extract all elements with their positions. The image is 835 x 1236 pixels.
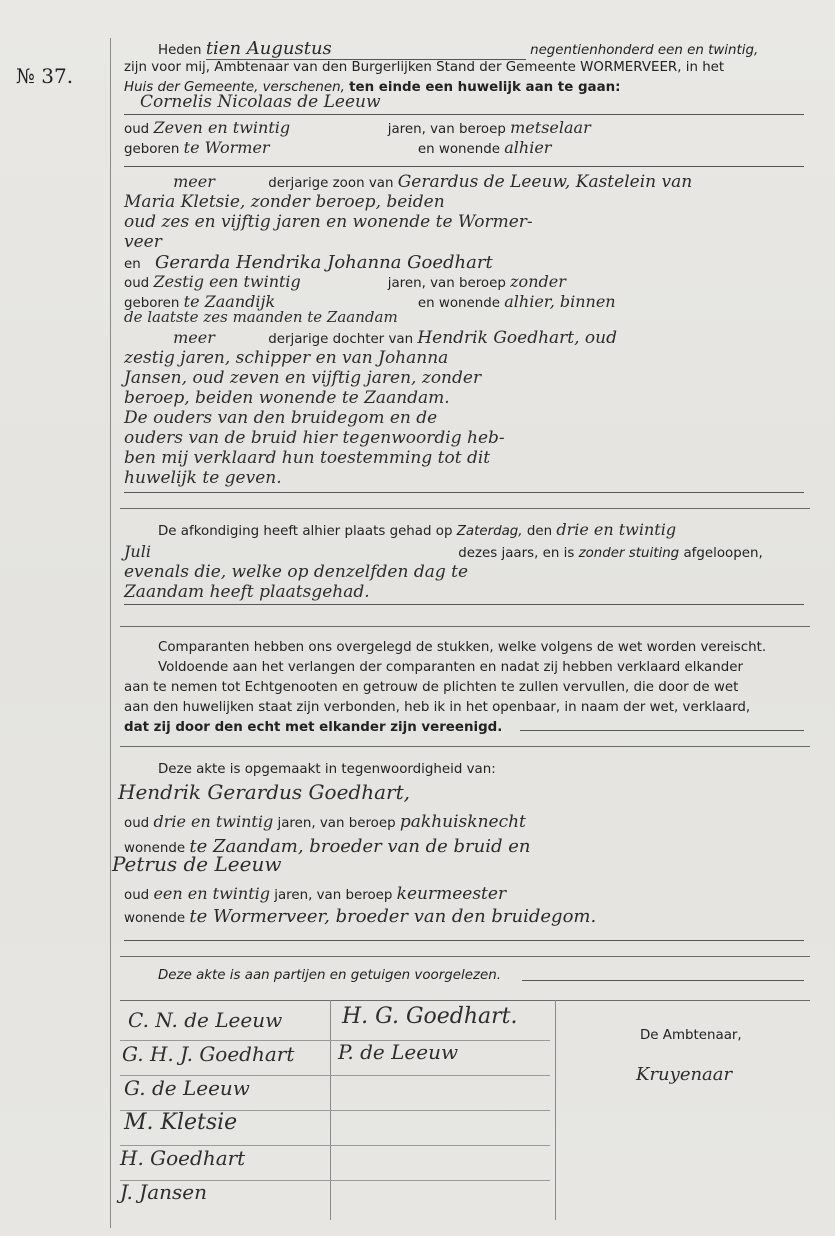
- signature-column-divider: [555, 1000, 556, 1220]
- left-margin-rule: [110, 38, 111, 1228]
- witness1-age-line: [124, 812, 526, 832]
- oud-label: oud: [124, 122, 150, 137]
- signature-witness-1: H. G. Goedhart.: [342, 1004, 518, 1029]
- day-label: Zaterdag,: [456, 524, 523, 539]
- witness1-occupation: pakhuisknecht: [399, 812, 526, 832]
- signature-top-rule: [120, 1000, 810, 1001]
- zoon-label: derjarige zoon van: [268, 176, 394, 191]
- signature-row-rule: [120, 1040, 550, 1041]
- bride-parents-line: [124, 328, 617, 348]
- signature-mother-groom: M. Kletsie: [124, 1110, 238, 1135]
- wonende-label: wonende: [124, 841, 186, 856]
- groom-parents-2: Maria Kletsie, zonder beroep, beiden: [124, 192, 445, 212]
- oud-label: oud: [124, 276, 150, 291]
- witness2-age: een en twintig: [153, 884, 270, 903]
- den-label: den: [526, 524, 553, 539]
- jaren-label: jaren, van beroep: [387, 122, 506, 137]
- official-label: De Ambtenaar,: [640, 1028, 742, 1043]
- bride-age: Zestig een twintig: [153, 272, 301, 291]
- witness1-residence: te Zaandam, broeder van de bruid en: [189, 836, 531, 857]
- bride-parents-3: Jansen, oud zeven en vijftig jaren, zonder: [124, 368, 482, 388]
- rule: [124, 604, 804, 605]
- witness2-residence-line: [124, 906, 596, 927]
- signature-mother-bride: J. Jansen: [120, 1180, 207, 1204]
- witness2-residence: te Wormerveer, broeder van den bruidegom.: [189, 906, 597, 927]
- witness1-name: Hendrik Gerardus Goedhart,: [118, 780, 410, 804]
- oud-label: oud: [124, 816, 150, 831]
- bride-parents-6: ouders van de bruid hier tegenwoordig heb-: [124, 428, 505, 448]
- groom-birth-line: [124, 138, 551, 157]
- bride-parents-1: Hendrik Goedhart, oud: [417, 328, 618, 348]
- bride-parents-2: zestig jaren, schipper en van Johanna: [124, 348, 449, 368]
- rule: [124, 166, 804, 167]
- groom-birthplace: te Wormer: [183, 138, 270, 157]
- act-number: № 37.: [16, 64, 74, 88]
- groom-name: Cornelis Nicolaas de Leeuw: [140, 92, 381, 112]
- official-signature: Kruyenaar: [636, 1064, 733, 1085]
- witness2-name: Petrus de Leeuw: [112, 852, 282, 876]
- jaren-label: jaren, van beroep: [387, 276, 506, 291]
- jaren-label: jaren, van beroep: [274, 888, 393, 903]
- announcement-text-2: dezes jaars, en is: [458, 546, 575, 561]
- rule: [124, 940, 804, 941]
- groom-age: Zeven en twintig: [153, 118, 291, 137]
- signature-father-bride: H. Goedhart: [120, 1146, 246, 1170]
- huis-label: Huis der Gemeente, verschenen,: [124, 80, 345, 95]
- signature-bride: G. H. J. Goedhart: [122, 1042, 295, 1066]
- rule: [522, 980, 804, 981]
- groom-parents-1: Gerardus de Leeuw, Kastelein van: [397, 172, 693, 192]
- declaration-line-1: Comparanten hebben ons overgelegd de stukken, welke volgens de wet worden vereischt.: [158, 640, 767, 655]
- en-label: en: [124, 257, 141, 272]
- groom-occupation: metselaar: [510, 118, 591, 137]
- groom-residence: alhier: [504, 138, 552, 157]
- bride-name: Gerarda Hendrika Johanna Goedhart: [155, 252, 493, 273]
- witness-intro: Deze akte is opgemaakt in tegenwoordigheid van:: [158, 762, 496, 777]
- bride-residence: alhier, binnen: [504, 292, 616, 311]
- bride-extra: de laatste zes maanden te Zaandam: [124, 308, 398, 326]
- year-text: negentienhonderd een en twintig,: [530, 43, 759, 58]
- announcement-text: De afkondiging heeft alhier plaats gehad op: [158, 524, 453, 539]
- wonende-label: en wonende: [417, 296, 500, 311]
- bride-parents-4: beroep, beiden wonende te Zaandam.: [124, 388, 450, 408]
- witness2-age-line: [124, 884, 506, 904]
- bride-name-line: [124, 252, 493, 273]
- announcement-line-4: Zaandam heeft plaatsgehad.: [124, 582, 370, 602]
- section-divider: [120, 746, 810, 747]
- announcement-date: drie en twintig: [556, 520, 677, 539]
- date-handwritten: tien Augustus: [206, 38, 526, 60]
- wonende-label: wonende: [124, 911, 186, 926]
- geboren-label: geboren: [124, 296, 180, 311]
- section-divider: [120, 626, 810, 627]
- declaration-line-4: aan den huwelijken staat zijn verbonden, heb ik in het openbaar, in naam der wet, verklaard,: [124, 700, 751, 715]
- rule: [124, 492, 804, 493]
- afgeloopen-text: afgeloopen,: [683, 546, 763, 561]
- announcement-line-3: evenals die, welke op denzelfden dag te: [124, 562, 469, 582]
- groom-parents-line: [124, 172, 692, 192]
- oud-label: oud: [124, 888, 150, 903]
- signature-father-groom: G. de Leeuw: [124, 1076, 250, 1100]
- stuiting-text: zonder stuiting: [578, 546, 680, 561]
- groom-age-line: [124, 118, 591, 137]
- bride-age-line: [124, 272, 566, 291]
- bride-parents-7: ben mij verklaard hun toestemming tot dit: [124, 448, 491, 468]
- bride-parents-8: huwelijk te geven.: [124, 468, 282, 488]
- witness1-age: drie en twintig: [153, 812, 274, 831]
- declaration-line-2: Voldoende aan het verlangen der comparanten en nadat zij hebben verklaard elkander: [158, 660, 743, 675]
- read-out-line: Deze akte is aan partijen en getuigen voorgelezen.: [158, 968, 501, 983]
- signature-groom: C. N. de Leeuw: [128, 1008, 283, 1032]
- jaren-label: jaren, van beroep: [277, 816, 396, 831]
- groom-parents-3: oud zes en vijftig jaren en wonende te Wormer-: [124, 212, 533, 232]
- signature-witness-2: P. de Leeuw: [338, 1040, 459, 1064]
- huis-bold: ten einde een huwelijk aan te gaan:: [349, 80, 621, 95]
- bride-parents-5: De ouders van den bruidegom en de: [124, 408, 438, 428]
- section-divider: [120, 508, 810, 509]
- heden-label: Heden: [158, 43, 202, 58]
- header-line-2: zijn voor mij, Ambtenaar van den Burgerlijken Stand der Gemeente WORMERVEER, in het: [124, 60, 725, 75]
- declaration-line-5: dat zij door den echt met elkander zijn vereenigd.: [124, 720, 503, 735]
- rule: [124, 114, 804, 115]
- section-divider: [120, 956, 810, 957]
- heden-line: [158, 38, 758, 60]
- groom-parents-4: veer: [124, 232, 162, 252]
- declaration-line-3: aan te nemen tot Echtgenooten en getrouw de plichten te zullen vervullen, die door de wet: [124, 680, 739, 695]
- announcement-line-2: [124, 542, 763, 561]
- dochter-label: derjarige dochter van: [268, 332, 414, 347]
- rule: [520, 730, 804, 731]
- announcement-month: Juli: [124, 542, 151, 561]
- groom-status: meer: [173, 172, 215, 191]
- bride-birthplace: te Zaandijk: [183, 292, 276, 311]
- witness2-occupation: keurmeester: [396, 884, 507, 904]
- announcement-line-1: [158, 520, 676, 539]
- wonende-label: en wonende: [417, 142, 500, 157]
- bride-status: meer: [173, 328, 215, 347]
- bride-occupation: zonder: [510, 272, 566, 291]
- geboren-label: geboren: [124, 142, 180, 157]
